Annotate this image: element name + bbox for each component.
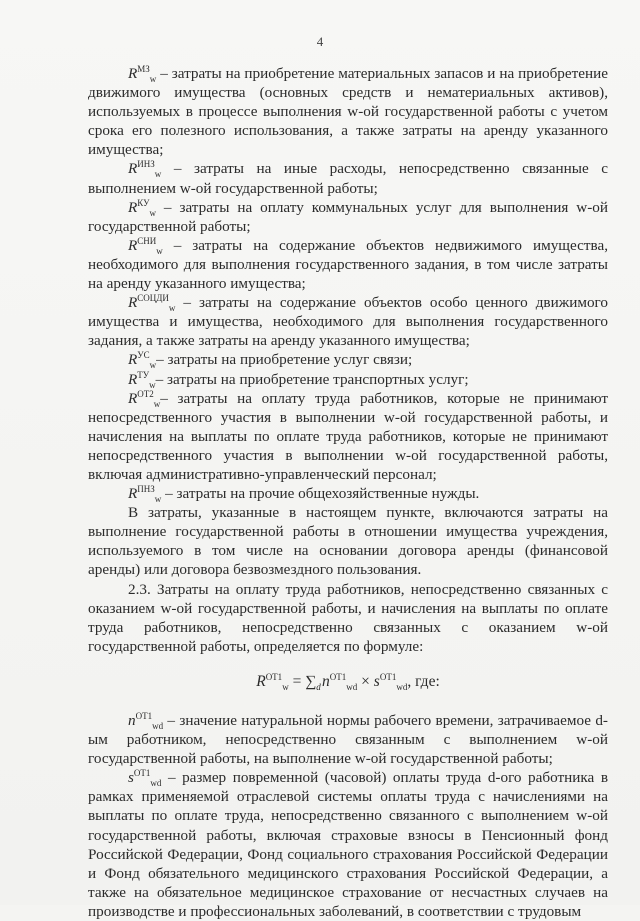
symbol-base: R: [128, 370, 138, 388]
formula-times: ×: [357, 672, 374, 690]
cost-term-symbol: [128, 371, 156, 388]
symbol-superscript: СНИ: [137, 235, 157, 246]
symbol-subscript: w: [153, 398, 161, 409]
formula-term-item: [88, 768, 608, 921]
formula-sum-sub: d: [316, 682, 321, 692]
cost-term-item: [88, 484, 608, 503]
symbol-base: R: [128, 389, 138, 407]
formula-term-description: – размер повременной (часовой) оплаты труда d-ого работника в рамках применяемой отраслевой системы оплаты труда с начислениями на выплаты по оплате труда, непосредственно связанного с выполнением w-ой государственной работы, включая страховые взносы в Пенсионный фонд Российской Федерации, Фонд социального страхования Российской Федерации и Фонд обязательного медицинского страхования Российской Федерации, а также на обязательное медицинское страхование от несчастных случаев на производстве и профессиональных заболеваний, в соответствии с трудовым: [88, 769, 608, 920]
labor-cost-formula: [88, 672, 608, 691]
cost-term-description: – затраты на содержание объектов особо ценного движимого имущества и имущества, необходимого для выполнения государственного задания, а также затраты на аренду указанного имущества;: [88, 294, 608, 350]
formula-n-sup: ОТ1: [329, 671, 347, 682]
formula-lhs-sub: w: [282, 682, 289, 692]
symbol-subscript: w: [156, 245, 163, 256]
symbol-base: n: [128, 712, 136, 729]
formula-s-sup: ОТ1: [379, 671, 397, 682]
page-body: [88, 64, 608, 921]
cost-term-description: – затраты на приобретение услуг связи;: [156, 351, 413, 369]
symbol-subscript: w: [149, 74, 157, 85]
formula-n: n: [322, 672, 330, 690]
symbol-superscript: ОТ1: [133, 768, 151, 779]
cost-term-symbol: [128, 63, 157, 85]
symbol-superscript: ТУ: [137, 369, 150, 380]
cost-term-description: – затраты на оплату труда работников, которые не принимают непосредственного участия в выполнении w-ой государственной работы, и начисления на выплаты по оплате труда работников, которые не принимают непосредственного участия в выполнении w-ой государственной работы, включая административно-управленческий персонал;: [88, 389, 608, 483]
symbol-superscript: ИНЗ: [137, 159, 155, 170]
cost-term-description: – затраты на прочие общехозяйственные нужды.: [161, 485, 480, 503]
formula-term-symbol: [128, 710, 164, 732]
symbol-base: s: [128, 769, 134, 787]
section-2-3-paragraph: 2.3. Затраты на оплату труда работников, непосредственно связанных с оказанием w-ой государственной работы, и начисления на выплаты по оплате труда работников, непосредственно связанных с оказанием w-ой государственной работы, определяется по формуле:: [88, 580, 608, 655]
formula-lhs: R: [256, 672, 266, 690]
symbol-superscript: ОТ2: [137, 388, 154, 399]
symbol-superscript: КУ: [137, 197, 150, 208]
cost-terms-list: [88, 64, 608, 503]
symbol-base: R: [128, 160, 138, 178]
cost-term-symbol: [128, 237, 163, 254]
symbol-subscript: w: [154, 169, 162, 180]
cost-term-symbol: [128, 293, 176, 314]
symbol-subscript: w: [149, 207, 156, 218]
symbol-superscript: УС: [137, 350, 150, 361]
cost-term-description: – затраты на оплату коммунальных услуг для выполнения w-ой государственной работы;: [88, 198, 608, 235]
cost-term-symbol: [128, 390, 160, 407]
cost-term-item: [88, 370, 608, 389]
cost-term-symbol: [128, 159, 162, 180]
symbol-base: R: [128, 65, 138, 82]
cost-term-description: – затраты на иные расходы, непосредственно связанные с выполнением w-ой государственной работы;: [88, 160, 608, 197]
symbol-subscript: w: [154, 494, 162, 505]
cost-term-item: [88, 64, 608, 159]
formula-terms-list: [88, 711, 608, 921]
costs-inclusion-paragraph: В затраты, указанные в настоящем пункте, включаются затраты на выполнение государственной работы в отношении имущества учреждения, используемого в том числе на основании договора аренды (финансовой аренды) или договора безвозмездного пользования.: [88, 504, 608, 579]
formula-n-sub: wd: [346, 682, 358, 692]
formula-term-symbol: [128, 768, 162, 789]
symbol-subscript: w: [149, 379, 156, 390]
formula-term-description: – значение натуральной нормы рабочего времени, затрачиваемое d-ым работником, непосредственно связанным с выполнением w-ой государственной работы, на выполнение w-ой государственной работы;: [88, 712, 608, 768]
cost-term-description: – затраты на приобретение транспортных услуг;: [155, 370, 469, 388]
formula-tail: , где:: [407, 672, 440, 690]
cost-term-item: [88, 236, 608, 293]
symbol-superscript: ПНЗ: [137, 484, 155, 494]
formula-s: s: [373, 672, 380, 690]
symbol-base: R: [128, 198, 138, 216]
symbol-subscript: wd: [152, 721, 164, 732]
cost-term-symbol: [128, 199, 156, 216]
symbol-superscript: ОТ1: [135, 710, 153, 721]
cost-term-symbol: [128, 350, 157, 371]
symbol-base: R: [128, 236, 138, 254]
symbol-base: R: [128, 351, 138, 369]
formula-s-sub: wd: [396, 682, 408, 692]
cost-term-symbol: [128, 484, 162, 505]
cost-term-description: – затраты на содержание объектов недвижимого имущества, необходимого для выполнения государственного задания, в том числе затраты на аренду указанного имущества;: [88, 236, 608, 293]
formula-equals: =: [288, 672, 306, 690]
formula-term-item: [88, 711, 608, 768]
page-number: 4: [316, 34, 324, 49]
cost-term-item: [88, 293, 608, 350]
symbol-subscript: w: [168, 303, 176, 314]
symbol-subscript: w: [149, 360, 157, 371]
symbol-base: R: [128, 485, 138, 503]
symbol-base: R: [128, 294, 138, 312]
symbol-subscript: wd: [150, 778, 162, 789]
symbol-superscript: МЗ: [137, 63, 150, 74]
cost-term-item: [88, 389, 608, 484]
cost-term-item: [88, 159, 608, 197]
cost-term-item: [88, 198, 608, 236]
symbol-superscript: СОЦДИ: [137, 293, 169, 304]
formula-sum: ∑: [305, 672, 317, 690]
formula-lhs-sup: ОТ1: [265, 671, 283, 682]
cost-term-item: [88, 350, 608, 369]
cost-term-description: – затраты на приобретение материальных запасов и на приобретение движимого имущества (основных средств и нематериальных активов), используемых в процессе выполнения w-ой государственной работы с учетом срока его полезного использования, а также затраты на аренду указанного имущества;: [88, 65, 608, 159]
